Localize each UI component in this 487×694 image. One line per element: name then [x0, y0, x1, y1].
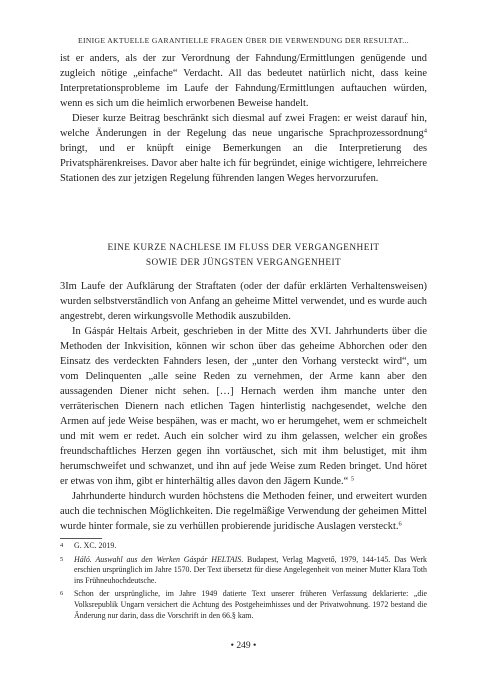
cited-work-title: Háló. Auswahl aus den Werken Gáspár HELTAIS	[74, 554, 242, 564]
footnote: 4 G. XC. 2019.	[60, 541, 117, 550]
paragraph: Jahrhunderte hindurch wurden höchstens die Methoden feiner, und erweitert wurden auch die technischen Möglichkeiten. Die regelmäßige Verwendung der geheimen Mittel wurde hinter formale, sie zu verhüllen probierende juridische Auslagen versteckt.$^6$	[60, 491, 427, 532]
paragraph: Dieser kurze Beitrag beschränkt sich diesmal auf zwei Fragen: er weist darauf hin, welche Änderungen in der Regelung das neue ungarische Sprachprozessordnung$^4$ bringt, und er knüpft einige Bemerkungen an die Interpretierung des Privatsphärenkreises. Davor aber halte ich für begründet, einige wichtigere, lehrreichere Stationen des zur jetzigen Regelung führenden langen Weges hervorzurufen.	[60, 113, 427, 184]
footnotes	[60, 541, 427, 624]
footnote-number: 6	[60, 590, 64, 598]
paragraph: In Gáspár Heltais Arbeit, geschrieben in der Mitte des XVI. Jahrhunderts über die Methoden der Inkvisition, können wir schon über das geheime Abhorchen oder den Einsatz des verdeckten Fahnders lesen, der „unter den Vorhang versteckt wird“, um vom Delinquenten „alle seine Reden zu vernehmen, der Arme kann aber den aussagenden Diener nicht sehen. […] Hernach werden ihm manche unter den verräterischen Dienern nach etlichen Tagen hinterlistig nachgesendet, welche den Armen auf jede Weise bespähen, was er macht, wo er herumgehet, wem er schmeichelt und mit wem er redet. Auch ein solcher wird zu ihm gelassen, welcher ein großes freundschaftliches Herzen gegen ihn vortäuschet, sich mit ihm belustiget, mit ihm herumschweifet und schwanzet, und ihn auf jede Weise zum Reden bringet. Und höret er etwas von ihm, gibt er hinterhältig alles davon den Jägern Kunde.“ $^5$	[60, 326, 427, 487]
footnote-number: 5	[60, 555, 64, 563]
running-header: EINIGE AKTUELLE GARANTIELLE FRAGEN ÜBER DIE VERWENDUNG DER RESULTAT...	[77, 36, 410, 45]
footnote-ref: 4	[423, 127, 427, 135]
paragraph: 3Im Laufe der Aufklärung der Straftaten (oder der dafür erklärten Verhaltensweisen) wurden selbstverständlich von Anfang an geheime Mittel verwendet, und es wurde auch angestrebt, deren wirkungsvolle Methodik auszubilden.	[60, 281, 427, 322]
paragraph: ist er anders, als der zur Verordnung der Fahndung/Ermittlungen genügende und zugleich nötige „einfache“ Verdacht. All das bedeutet natürlich nicht, dass keine Interpretationsprobleme im Laufe der Fahndung/Ermittlungen auftauchen würden, wenn es sich um die heimlich erworbenen Beweise handelt.	[60, 53, 427, 109]
footnote-number: 4	[60, 542, 64, 549]
section-heading-line: SOWIE DER JÜNGSTEN VERGANGENHEIT	[145, 258, 342, 268]
footnote: 5 Háló. Auswahl aus den Werken Gáspár HELTAIS. Budapest, Verlag Magvető, 1979, 144-145. Das Werk erschien ursprünglich im Jahre 1570. Der Text übersetzt für diese Angelegenheit von meiner Mutter Klara Toth ins Frühneuhochdeutsche.	[60, 554, 427, 585]
footnote-divider	[60, 538, 102, 539]
intro-text-block	[60, 51, 427, 186]
section-heading	[60, 241, 427, 271]
page-number: • 249 •	[230, 641, 257, 651]
footnote: 6 Schon der ursprüngliche, im Jahre 1949 datierte Text unserer früheren Verfassung deklarierte: „die Volksrepublik Ungarn versichert die Achtung des Postgeheimhisses und der Privatwohnung. 1972 bestand die Änderung nur darin, dass die Vorschrift in den 66.§ kam.	[60, 589, 427, 620]
main-text-block	[60, 279, 427, 534]
footnote-ref: 6	[398, 520, 402, 528]
section-heading-line: EINE KURZE NACHLESE IM FLUSS DER VERGANGENHEIT	[107, 243, 380, 253]
footnote-ref: 5	[350, 475, 355, 483]
